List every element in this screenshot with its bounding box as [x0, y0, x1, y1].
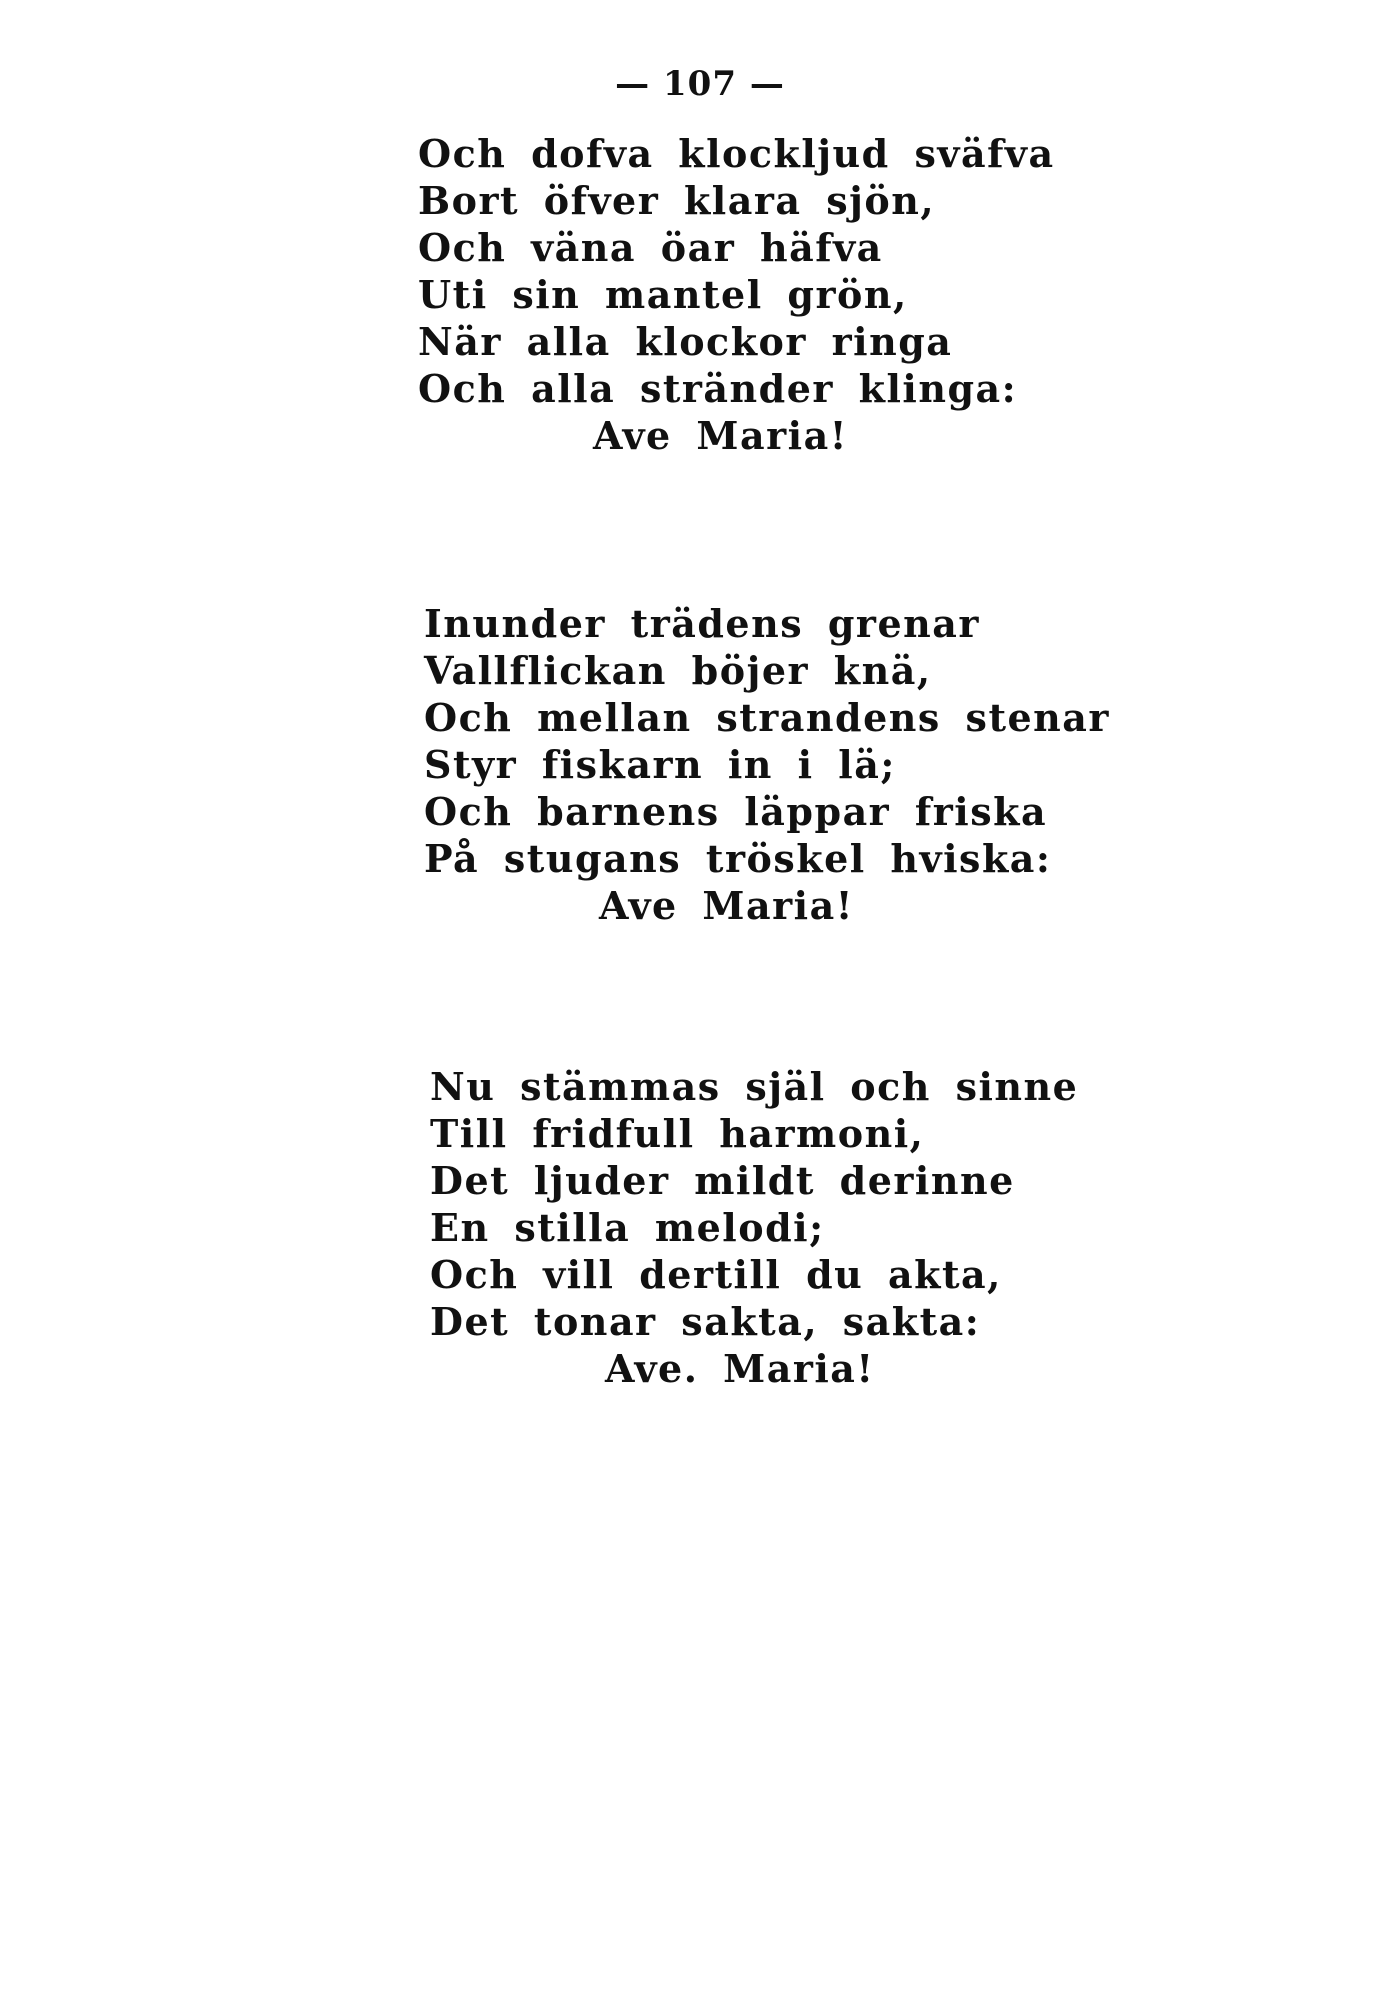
page-number: — 107 — — [615, 64, 785, 104]
verse-line: Bort öfver klara sjön, — [418, 178, 936, 223]
verse-line: Och vill dertill du akta, — [430, 1252, 1002, 1297]
verse-line: Och dofva klockljud sväfva — [418, 131, 1055, 176]
verse-line: Och alla stränder klinga: — [418, 366, 1018, 411]
refrain-line: Ave. Maria! — [605, 1346, 875, 1391]
verse-line: En stilla melodi; — [430, 1205, 825, 1250]
verse-line: På stugans tröskel hviska: — [424, 836, 1052, 881]
verse-line: Styr fiskarn in i lä; — [424, 742, 896, 787]
refrain-line: Ave Maria! — [599, 883, 854, 928]
verse-line: Till fridfull harmoni, — [430, 1111, 925, 1156]
verse-line: Inunder trädens grenar — [424, 601, 980, 646]
verse-line: Och barnens läppar friska — [424, 789, 1048, 834]
stanza-3 — [430, 1063, 1078, 1392]
verse-line: Och väna öar häfva — [418, 225, 883, 270]
verse-line: Det ljuder mildt derinne — [430, 1158, 1015, 1203]
verse-line: Nu stämmas själ och sinne — [430, 1064, 1079, 1109]
stanza-1 — [418, 130, 1055, 459]
verse-line: När alla klockor ringa — [418, 319, 953, 364]
verse-line: Det tonar sakta, sakta: — [430, 1299, 981, 1344]
refrain-line: Ave Maria! — [593, 413, 848, 458]
verse-line: Och mellan strandens stenar — [424, 695, 1110, 740]
stanza-2 — [424, 600, 1110, 929]
verse-line: Uti sin mantel grön, — [418, 272, 908, 317]
verse-line: Vallflickan böjer knä, — [424, 648, 932, 693]
